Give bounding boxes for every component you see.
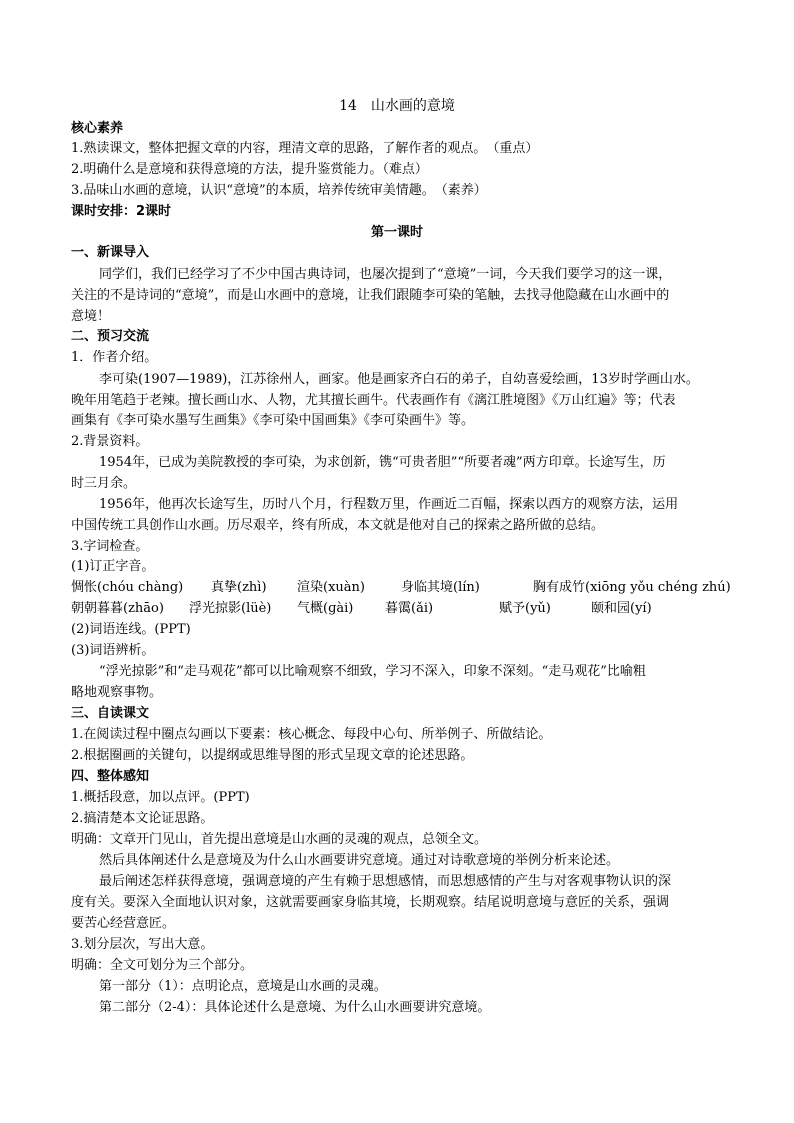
analysis-line-1: “浮光掠影”和“走马观花”都可以比喻观察不细致，学习不深入，印象不深刻。“走马观花”比喻粗 (99, 664, 646, 679)
background-1-line-2: 时三月余。 (71, 476, 137, 491)
clarify-line-6: 明确：全文可划分为三个部分。 (71, 958, 254, 973)
pinyin-item: 渲染(xuàn) (297, 580, 365, 595)
core-item-1: 1.熟读课文，整体把握文章的内容，理清文章的思路，了解作者的观点。 （重点） (71, 141, 539, 156)
author-line-2: 晚年用笔趋于老辣。擅长画山水、人物，尤其擅长画牛。代表画作有《漓江胜境图》《万山红遍》等；代表 (71, 393, 676, 408)
author-line-1: 李可染(1907—1989)，江苏徐州人，画家。他是画家齐白石的弟子，自幼喜爱绘画，13岁时学画山水。 (99, 372, 699, 387)
class-schedule: 课时安排：2课时 (71, 204, 172, 219)
section-3-heading: 三、自读课文 (71, 706, 150, 721)
pinyin-item: 惆怅(chóu chàng) (71, 580, 184, 595)
section-4-heading: 四、整体感知 (71, 769, 150, 784)
intro-line-2: 关注的不是诗词的“意境”，而是山水画中的意境，让我们跟随李可染的笔触，去找寻他隐藏在山水画中的 (71, 288, 670, 303)
intro-line-3: 意境！ (71, 309, 111, 324)
page-title: 14 山水画的意境 (339, 98, 455, 114)
pinyin-item: 颐和园(yí) (591, 601, 652, 616)
clarify-line-1: 明确：文章开门见山，首先提出意境是山水画的灵魂的观点，总领全文。 (71, 832, 488, 847)
word-check-label: 3.字词检查。 (71, 539, 149, 554)
pinyin-item: 真挚(zhì) (211, 580, 267, 595)
core-item-2: 2.明确什么是意境和获得意境的方法，提升鉴赏能力。（难点） (71, 162, 428, 177)
section-1-heading: 一、新课导入 (71, 245, 150, 260)
perception-item-1: 1.概括段意，加以点评。(PPT) (71, 790, 250, 805)
pinyin-item: 暮霭(ǎi) (385, 601, 434, 616)
reading-item-2: 2.根据圈画的关键句，以提纲或思维导图的形式呈现文章的论述思路。 (71, 748, 474, 763)
pinyin-item: 赋予(yǔ) (499, 601, 551, 616)
pinyin-item: 浮光掠影(lüè) (189, 601, 272, 616)
author-line-3: 画集有《李可染水墨写生画集》《李可染中国画集》《李可染画牛》等。 (71, 413, 475, 428)
clarify-line-4: 度有关。要深入全面地认识对象，这就需要画家身临其境，长期观察。结尾说明意境与意匠的关系，强调 (71, 895, 670, 910)
pinyin-item: 气概(ɡài) (297, 601, 354, 616)
clarify-line-3: 最后阐述怎样获得意境，强调意境的产生有赖于思想感情，而思想感情的产生与对客观事物认识的深 (99, 874, 672, 889)
part-1-line: 第一部分（1）：点明论点，意境是山水画的灵魂。 (99, 979, 387, 994)
perception-item-2: 2.搞清楚本文论证思路。 (71, 811, 214, 826)
author-intro-label: 1．作者介绍。 (71, 350, 158, 365)
section-2-heading: 二、预习交流 (71, 329, 150, 344)
lesson-heading: 第一课时 (370, 225, 423, 240)
pinyin-item: 胸有成竹(xiōng yǒu chéng zhú) (533, 580, 731, 595)
reading-item-1: 1.在阅读过程中圈点勾画以下要素：核心概念、每段中心句、所举例子、所做结论。 (71, 727, 552, 742)
core-literacy-heading: 核心素养 (71, 121, 124, 136)
intro-line-1: 同学们，我们已经学习了不少中国古典诗词，也屡次提到了“意境”一词，今天我们要学习的这一课， (99, 267, 672, 282)
pinyin-item: 身临其境(lín) (401, 580, 480, 595)
core-item-3: 3.品味山水画的意境，认识“意境”的本质，培养传统审美情趣。 （素养） (71, 183, 487, 198)
background-2-line-2: 中国传统工具创作山水画。历尽艰辛，终有所成，本文就是他对自己的探索之路所做的总结。 (71, 518, 605, 533)
pinyin-row-2 (71, 598, 752, 619)
background-label: 2.背景资料。 (71, 434, 149, 449)
part-2-line: 第二部分（2-4）：具体论述什么是意境、为什么山水画要讲究意境。 (99, 1000, 491, 1015)
pronunciation-label: (1)订正字音。 (71, 559, 155, 574)
pinyin-item: 朝朝暮暮(zhāo) (71, 601, 164, 616)
background-2-line-1: 1956年，他再次长途写生，历时八个月，行程数万里，作画近二百幅，探索以西方的观察方法，运用 (99, 497, 679, 512)
word-matching-label: (2)词语连线。(PPT) (71, 622, 191, 637)
analysis-line-2: 略地观察事物。 (71, 685, 163, 700)
pinyin-row-1 (71, 577, 752, 598)
perception-item-3: 3.划分层次，写出大意。 (71, 937, 214, 952)
word-analysis-label: (3)词语辨析。 (71, 643, 155, 658)
background-1-line-1: 1954年，已成为美院教授的李可染，为求创新，镌“可贵者胆”“所要者魂”两方印章。长途写生，历 (99, 455, 666, 470)
clarify-line-5: 要苦心经营意匠。 (71, 916, 176, 931)
clarify-line-2: 然后具体阐述什么是意境及为什么山水画要讲究意境。通过对诗歌意境的举例分析来论述。 (99, 853, 620, 868)
